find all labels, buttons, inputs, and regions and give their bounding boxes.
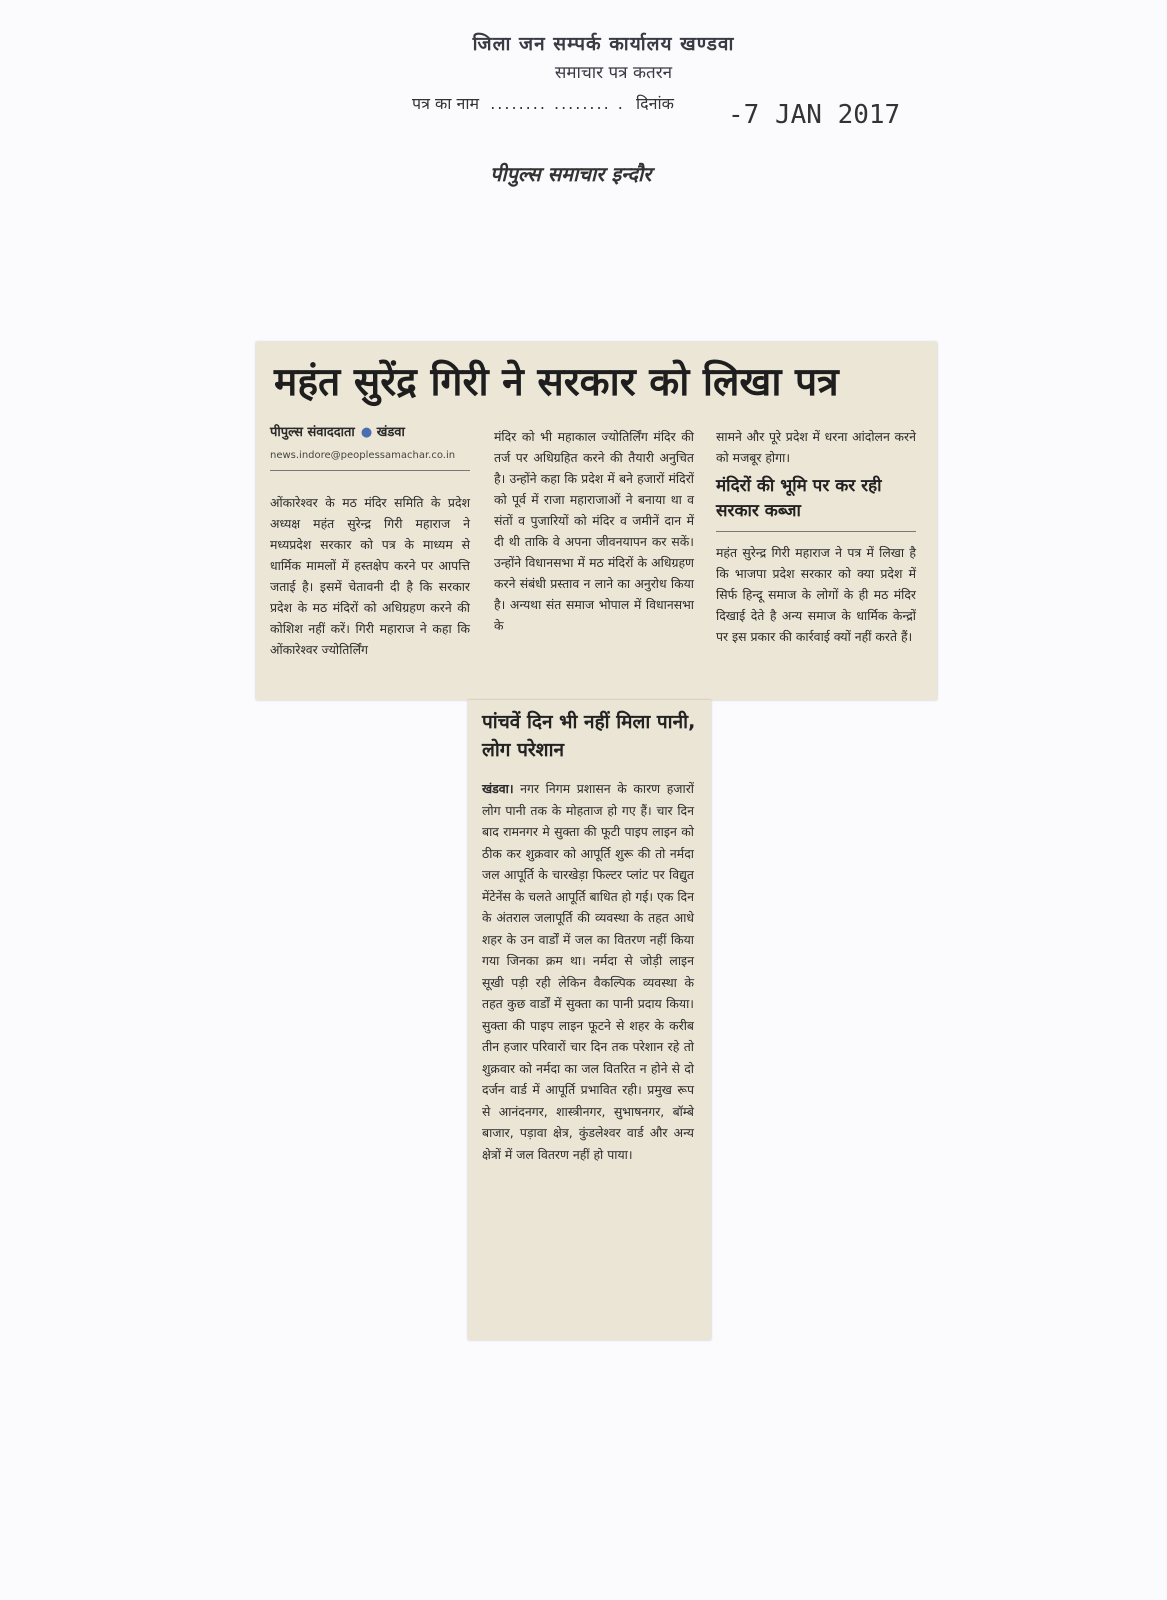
article1-subheading: मंदिरों की भूमि पर कर रही सरकार कब्जा (716, 476, 882, 521)
article1-column1: ओंकारेश्वर के मठ मंदिर समिति के प्रदेश अध्यक्ष महंत सुरेन्द्र गिरी महाराज ने मध्यप्रदेश सरकार को पत्र के माध्यम से धार्मिक मामलों में हस्तक्षेप करने पर आपत्ति जताई है। इसमें चेतावनी दी है कि सरकार प्रदेश के मठ मंदिरों को अधिग्रहण करने की कोशिश नहीं करें। गिरी महाराज ने कहा कि ओंकारेश्वर ज्योतिर्लिंग (270, 495, 470, 657)
article1-column3: सामने और पूरे प्रदेश में धरना आंदोलन करने को मजबूर होगा। (716, 429, 916, 465)
article2-body (482, 778, 694, 1165)
article1-column3-body: महंत सुरेन्द्र गिरी महाराज ने पत्र में लिखा है कि भाजपा प्रदेश सरकार को क्या प्रदेश में सिर्फ हिन्दू समाज के लोगों के ही मठ मंदिर दिखाई देते है अन्य समाज के धार्मिक केन्द्रों पर इस प्रकार की कार्रवाई क्यों नहीं करते हैं। (716, 545, 916, 644)
article2-location: खंडवा। (482, 781, 514, 796)
news-clipping-main (256, 342, 937, 700)
paper-name: पीपुल्स समाचार इन्दौर (490, 162, 652, 186)
byline-author: पीपुल्स संवाददाता (270, 425, 355, 440)
article1-byline (270, 422, 405, 440)
article1-headline: महंत सुरेंद्र गिरी ने सरकार को लिखा पत्र (274, 360, 839, 405)
byline-location: खंडवा (376, 425, 405, 440)
bullet-icon: ● (360, 425, 373, 440)
divider (270, 470, 470, 471)
article1-column2: मंदिर को भी महाकाल ज्योतिर्लिंग मंदिर की तर्ज पर अधिग्रहित करने की तैयारी अनुचित है। उन्होंने कहा कि प्रदेश में बने हजारों मंदिरों को पूर्व में राजा महाराजाओं ने बनाया था व संतों व पुजारियों को मंदिर व जमीनें दान में दी थी ताकि वे अपना जीवनयापन कर सकें। उन्होंने विधानसभा में मठ मंदिरों के अधिग्रहण करने संबंधी प्रस्ताव न लाने का अनुरोध किया है। अन्यथा संत समाज भोपाल में विधानसभा के (494, 429, 694, 633)
stamp-fields (412, 92, 674, 114)
stamp-date: -7 JAN 2017 (728, 100, 901, 130)
divider (716, 531, 916, 532)
paper-dots: ........ ........ . (490, 94, 625, 113)
date-label: दिनांक (635, 94, 674, 113)
news-clipping-secondary (468, 700, 711, 1340)
paper-label: पत्र का नाम (412, 94, 480, 113)
office-stamp-title: जिला जन सम्पर्क कार्यालय खण्डवा (472, 33, 735, 55)
office-stamp-subtitle: समाचार पत्र कतरन (554, 63, 673, 83)
article1-email: news.indore@peoplessamachar.co.in (270, 450, 456, 461)
article2-headline: पांचवें दिन भी नहीं मिला पानी, लोग परेशान (482, 711, 696, 761)
article2-text: नगर निगम प्रशासन के कारण हजारों लोग पानी तक के मोहताज हो गए हैं। चार दिन बाद रामनगर मे सुक्ता की फूटी पाइप लाइन को ठीक कर शुक्रवार को आपूर्ति शुरू की तो नर्मदा जल आपूर्ति के चारखेड़ा फिल्टर प्लांट पर विद्युत मेंटेनेंस के चलते आपूर्ति बाधित हो गई। एक दिन के अंतराल जलापूर्ति की व्यवस्था के तहत आधे शहर के उन वार्डों में जल का वितरण नहीं किया गया जिनका क्रम था। नर्मदा से जोड़ी लाइन सूखी पड़ी रही लेकिन वैकल्पिक व्यवस्था के तहत कुछ वार्डों में सुक्ता का पानी प्रदाय किया। सुक्ता की पाइप लाइन फूटने से शहर के करीब तीन हजार परिवारों चार दिन तक परेशान रहे तो शुक्रवार को नर्मदा का जल वितरित न होने से दो दर्जन वार्ड में आपूर्ति प्रभावित रही। प्रमुख रूप से आनंदनगर, शास्त्रीनगर, सुभाषनगर, बॉम्बे बाजार, पड़ावा क्षेत्र, कुंडलेश्वर वार्ड और अन्य क्षेत्रों में जल वितरण नहीं हो पाया। (482, 781, 694, 1162)
